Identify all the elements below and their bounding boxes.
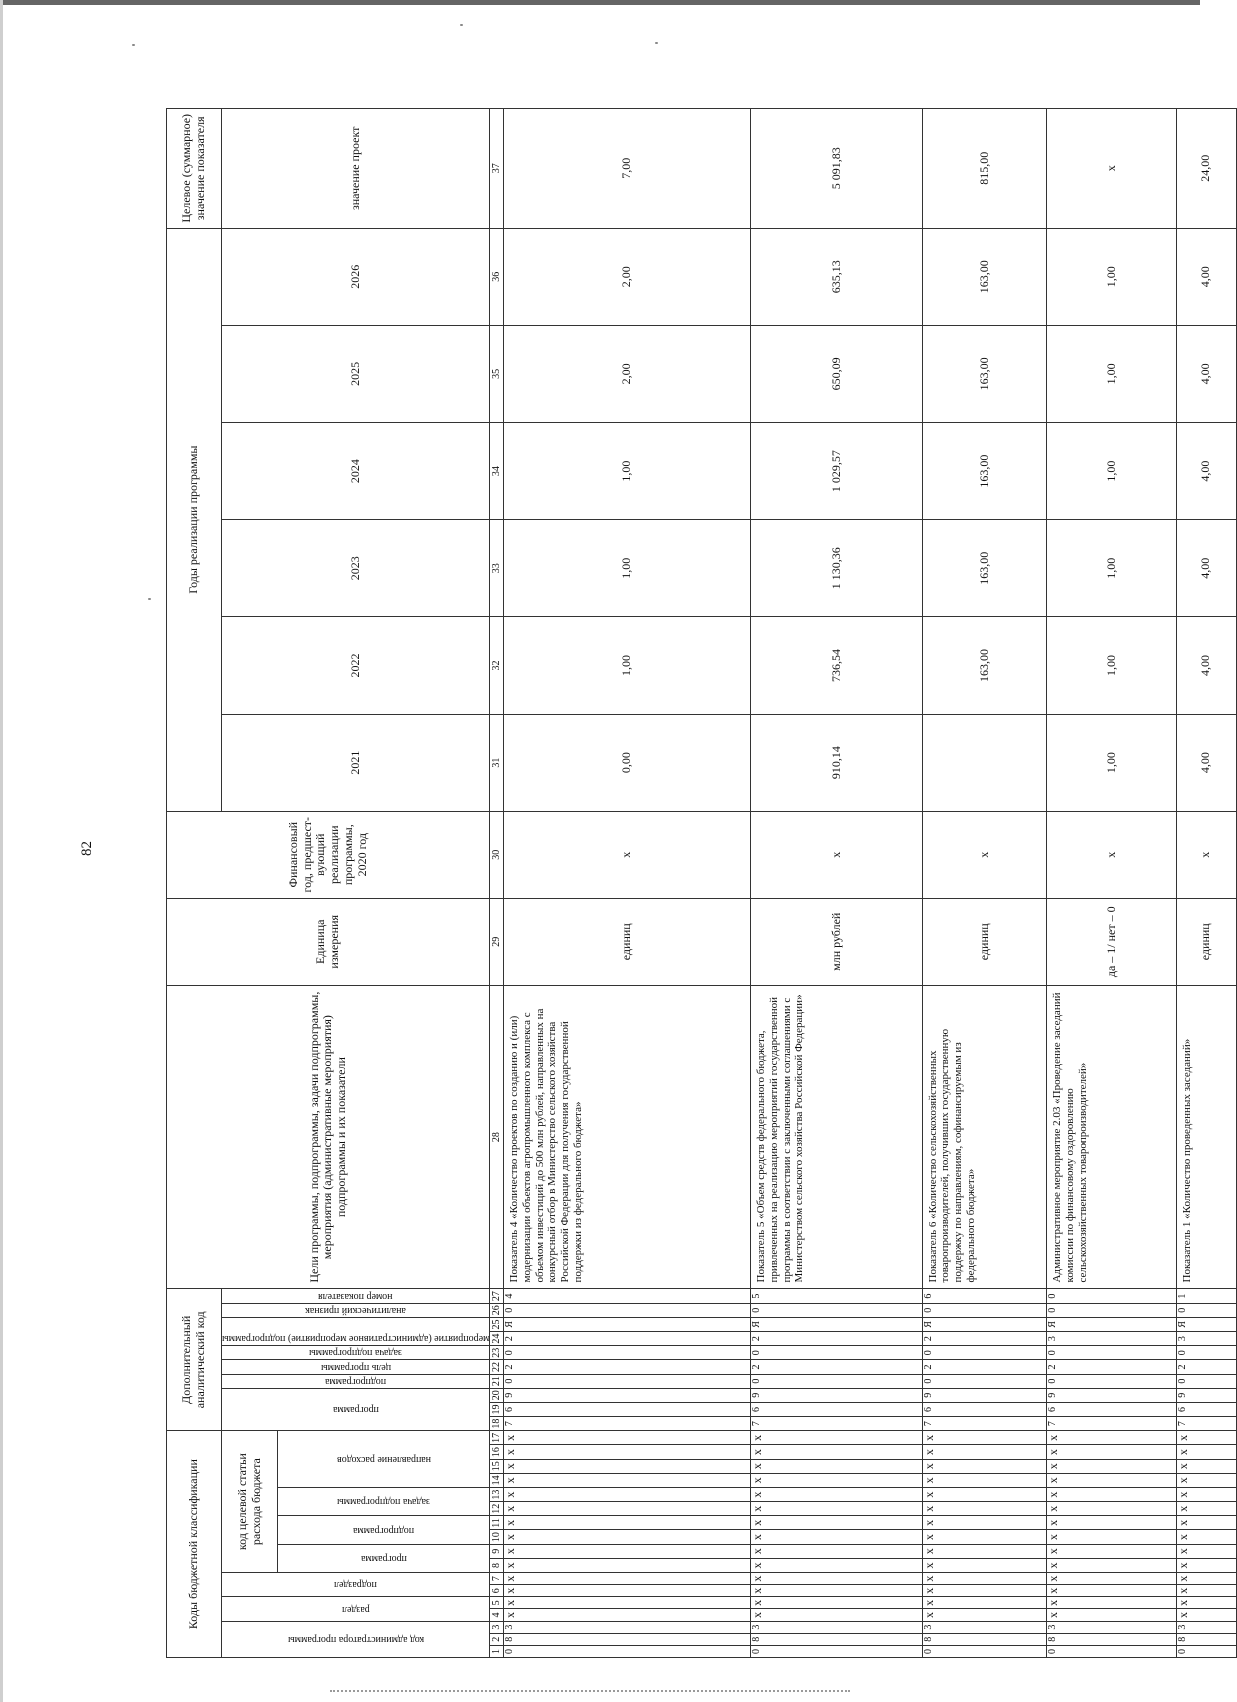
code-cell: 7 — [1176, 1417, 1236, 1431]
table-row — [504, 109, 751, 1658]
column-number: 25 — [490, 1317, 504, 1331]
code-cell: x — [922, 1609, 1047, 1621]
value-2025: 1,00 — [1047, 325, 1176, 422]
code-cell: 2 — [504, 1332, 751, 1346]
table-row — [922, 109, 1047, 1658]
table-row — [1047, 109, 1176, 1658]
value-2022: 1,00 — [504, 617, 751, 714]
code-cell: 2 — [504, 1360, 751, 1374]
column-number: 33 — [490, 520, 504, 617]
column-number: 13 — [490, 1487, 504, 1501]
code-cell: 6 — [751, 1402, 922, 1416]
code-cell: 9 — [1176, 1388, 1236, 1402]
code-cell: 0 — [504, 1303, 751, 1317]
a-goal-header: цель программы — [320, 1361, 391, 1373]
code-cell: 0 — [1176, 1303, 1236, 1317]
value-2022: 736,54 — [751, 617, 922, 714]
scan-left-edge — [0, 0, 3, 1702]
code-cell: x — [751, 1516, 922, 1530]
value-2021: 0,00 — [504, 714, 751, 811]
code-cell: 0 — [751, 1346, 922, 1360]
code-cell: 0 — [504, 1374, 751, 1388]
code-cell: x — [1047, 1431, 1176, 1445]
code-cell: x — [1047, 1609, 1176, 1621]
target-code-header: код целевой статьи расхода бюджета — [222, 1431, 278, 1573]
budget-codes-header: Коды бюджетной классификации — [167, 1431, 222, 1658]
value-2022: 163,00 — [922, 617, 1047, 714]
code-cell: x — [1047, 1597, 1176, 1609]
code-cell: x — [504, 1558, 751, 1572]
code-cell: Я — [922, 1317, 1047, 1331]
code-cell: 0 — [1176, 1346, 1236, 1360]
code-cell: x — [751, 1558, 922, 1572]
code-cell: x — [1047, 1585, 1176, 1597]
code-cell: x — [751, 1609, 922, 1621]
code-cell: x — [1176, 1558, 1236, 1572]
code-cell: 0 — [751, 1645, 922, 1657]
indicator-name: Показатель 4 «Количество проектов по созданию и (или) модернизации объектов агропромышленного комплекса с объемом инвестиций до 500 млн рублей, направленных на конкурсный отбор в Министерство сельского хозяйства Российской Федерации для получения государственной поддержки из федерального бюджета» — [504, 985, 751, 1289]
code-cell: 2 — [751, 1332, 922, 1346]
target-header: Целевое (суммарное) значение показателя — [167, 109, 222, 229]
unit-cell: единиц — [1176, 898, 1236, 985]
code-cell: 6 — [1176, 1402, 1236, 1416]
column-number: 30 — [490, 811, 504, 898]
a-event-header: мероприятие (административное мероприятие) подпрограммы — [222, 1333, 490, 1345]
code-cell: 3 — [922, 1621, 1047, 1633]
code-cell: x — [1176, 1609, 1236, 1621]
column-number: 11 — [490, 1516, 504, 1530]
code-cell: 0 — [1176, 1645, 1236, 1657]
code-cell: x — [1047, 1487, 1176, 1501]
column-number: 31 — [490, 714, 504, 811]
code-cell: x — [1176, 1502, 1236, 1516]
code-cell: 4 — [504, 1289, 751, 1303]
target-value: 7,00 — [504, 109, 751, 229]
code-cell: x — [922, 1544, 1047, 1558]
indicator-name: Показатель 6 «Количество сельскохозяйственных товаропроизводителей, получивших государственную поддержку по направлениям, софинансируемым из федерального бюджета» — [922, 985, 1047, 1289]
code-cell: 6 — [504, 1402, 751, 1416]
scan-speck — [132, 44, 135, 46]
admin-code-header: код администратора программы — [287, 1634, 424, 1646]
column-number: 7 — [490, 1573, 504, 1585]
target-value: 5 091,83 — [751, 109, 922, 229]
code-cell: 0 — [1047, 1289, 1176, 1303]
table-body — [504, 109, 1236, 1658]
code-cell: x — [1047, 1502, 1176, 1516]
column-number: 10 — [490, 1530, 504, 1544]
value-2023: 1,00 — [1047, 520, 1176, 617]
column-number: 22 — [490, 1360, 504, 1374]
code-cell: 3 — [504, 1621, 751, 1633]
analytic-code-header: Дополнительный аналитический код — [167, 1289, 222, 1431]
code-cell: 2 — [1047, 1360, 1176, 1374]
value-2025: 650,09 — [751, 325, 922, 422]
indicator-name: Административное мероприятие 2.03 «Проведение заседаний комиссии по финансовому оздоровлению сельскохозяйственных товаропроизводителей» — [1047, 985, 1176, 1289]
code-cell: x — [504, 1585, 751, 1597]
column-number: 20 — [490, 1388, 504, 1402]
code-cell: x — [1176, 1573, 1236, 1585]
target-sub-header: значение проект — [222, 109, 490, 229]
column-number: 4 — [490, 1609, 504, 1621]
value-2026: 1,00 — [1047, 228, 1176, 325]
a-subprogram-header: подпрограмма — [325, 1375, 387, 1387]
code-cell: 0 — [1047, 1303, 1176, 1317]
year-2025-header: 2025 — [222, 325, 490, 422]
code-cell: 8 — [922, 1633, 1047, 1645]
code-cell: 6 — [922, 1289, 1047, 1303]
code-cell: 7 — [504, 1417, 751, 1431]
value-2021: 910,14 — [751, 714, 922, 811]
year-2023-header: 2023 — [222, 520, 490, 617]
fin-year-cell: x — [1047, 811, 1176, 898]
code-cell: x — [922, 1487, 1047, 1501]
code-cell: x — [1176, 1530, 1236, 1544]
code-cell: x — [751, 1445, 922, 1459]
column-number: 24 — [490, 1332, 504, 1346]
column-number: 3 — [490, 1621, 504, 1633]
column-number: 14 — [490, 1473, 504, 1487]
years-header: Годы реализации программы — [167, 228, 222, 811]
code-cell: x — [504, 1544, 751, 1558]
value-2023: 1 130,36 — [751, 520, 922, 617]
column-number: 15 — [490, 1459, 504, 1473]
code-cell: x — [504, 1445, 751, 1459]
code-cell: 2 — [1176, 1360, 1236, 1374]
a-indicator-header: номер показателя — [318, 1290, 393, 1302]
code-cell: x — [1176, 1445, 1236, 1459]
code-cell: x — [922, 1473, 1047, 1487]
column-number: 37 — [490, 109, 504, 229]
column-number: 23 — [490, 1346, 504, 1360]
goals-header: Цели программы, подпрограммы, задачи подпрограммы, мероприятия (административные мероприятия) подпрограммы и их показатели — [167, 985, 490, 1289]
value-2024: 1,00 — [1047, 423, 1176, 520]
unit-cell: млн рублей — [751, 898, 922, 985]
direction-header: направление расходов — [336, 1453, 431, 1465]
scan-speck — [148, 598, 151, 600]
scan-speck — [460, 24, 463, 26]
indicator-name: Показатель 5 «Объем средств федерального бюджета, привлеченных на реализацию мероприятий государственной программы в соответствии с заключенными соглашениями с Министерством сельского хозяйства Российской Федерации» — [751, 985, 922, 1289]
code-cell: x — [504, 1431, 751, 1445]
fin-year-cell: x — [1176, 811, 1236, 898]
code-cell: x — [1176, 1585, 1236, 1597]
code-cell: x — [751, 1585, 922, 1597]
code-cell: x — [751, 1431, 922, 1445]
code-cell: 1 — [1176, 1289, 1236, 1303]
code-cell: Я — [1176, 1317, 1236, 1331]
column-numbers-row — [490, 109, 504, 1658]
a-task-header: задача подпрограммы — [309, 1347, 403, 1359]
column-number: 34 — [490, 423, 504, 520]
code-cell: x — [751, 1459, 922, 1473]
code-cell: x — [1176, 1459, 1236, 1473]
code-cell: 7 — [751, 1417, 922, 1431]
code-cell: x — [504, 1487, 751, 1501]
column-number: 26 — [490, 1303, 504, 1317]
column-number: 5 — [490, 1597, 504, 1609]
code-cell: 5 — [751, 1289, 922, 1303]
code-cell: 0 — [504, 1346, 751, 1360]
value-2022: 1,00 — [1047, 617, 1176, 714]
code-cell: 8 — [1176, 1633, 1236, 1645]
code-cell: x — [1176, 1431, 1236, 1445]
code-cell: 0 — [1047, 1346, 1176, 1360]
code-cell: x — [1047, 1516, 1176, 1530]
code-cell: 2 — [922, 1360, 1047, 1374]
code-cell: 6 — [922, 1402, 1047, 1416]
code-cell: x — [1176, 1597, 1236, 1609]
column-number: 27 — [490, 1289, 504, 1303]
code-cell: x — [922, 1431, 1047, 1445]
code-cell: 0 — [1047, 1374, 1176, 1388]
code-cell: x — [922, 1597, 1047, 1609]
code-cell: 0 — [751, 1374, 922, 1388]
code-cell: x — [922, 1573, 1047, 1585]
column-number: 28 — [490, 985, 504, 1289]
indicator-name: Показатель 1 «Количество проведенных заседаний» — [1176, 985, 1236, 1289]
header-row-1 — [167, 109, 222, 1658]
code-cell: 0 — [922, 1374, 1047, 1388]
code-cell: 0 — [1047, 1645, 1176, 1657]
code-cell: 0 — [922, 1303, 1047, 1317]
page-number: 82 — [79, 841, 95, 856]
code-cell: 3 — [1176, 1621, 1236, 1633]
column-number: 36 — [490, 228, 504, 325]
value-2021: 1,00 — [1047, 714, 1176, 811]
code-cell: 9 — [504, 1388, 751, 1402]
value-2025: 4,00 — [1176, 325, 1236, 422]
column-number: 8 — [490, 1558, 504, 1572]
code-cell: 9 — [751, 1388, 922, 1402]
column-number: 29 — [490, 898, 504, 985]
code-cell: x — [1047, 1558, 1176, 1572]
value-2024: 1 029,57 — [751, 423, 922, 520]
column-number: 2 — [490, 1633, 504, 1645]
code-cell: 0 — [751, 1303, 922, 1317]
column-number: 12 — [490, 1502, 504, 1516]
rotated-table — [166, 108, 1213, 1658]
column-number: 19 — [490, 1402, 504, 1416]
value-2024: 1,00 — [504, 423, 751, 520]
code-cell: x — [1176, 1487, 1236, 1501]
code-cell: 3 — [1047, 1332, 1176, 1346]
column-number: 9 — [490, 1544, 504, 1558]
program-code-header: программа — [360, 1553, 407, 1565]
table-row — [751, 109, 922, 1658]
table-frame — [166, 108, 1213, 1658]
code-cell: 9 — [1047, 1388, 1176, 1402]
code-cell: Я — [1047, 1317, 1176, 1331]
table-row — [1176, 109, 1236, 1658]
code-cell: x — [922, 1530, 1047, 1544]
scan-speck — [655, 42, 658, 44]
column-number: 32 — [490, 617, 504, 714]
code-cell: 3 — [1176, 1332, 1236, 1346]
code-cell: x — [922, 1516, 1047, 1530]
code-cell: 6 — [1047, 1402, 1176, 1416]
year-2026-header: 2026 — [222, 228, 490, 325]
year-2021-header: 2021 — [222, 714, 490, 811]
scan-bottom-edge — [330, 1690, 850, 1695]
column-number: 17 — [490, 1431, 504, 1445]
code-cell: x — [1047, 1473, 1176, 1487]
unit-cell: единиц — [504, 898, 751, 985]
column-number: 18 — [490, 1417, 504, 1431]
code-cell: 0 — [922, 1645, 1047, 1657]
unit-cell: да – 1/ нет – 0 — [1047, 898, 1176, 985]
code-cell: x — [1176, 1544, 1236, 1558]
fin-year-cell: x — [751, 811, 922, 898]
code-cell: 0 — [504, 1645, 751, 1657]
code-cell: x — [1047, 1445, 1176, 1459]
code-cell: 0 — [1176, 1374, 1236, 1388]
unit-cell: единиц — [922, 898, 1047, 985]
code-cell: 7 — [1047, 1417, 1176, 1431]
code-cell: x — [751, 1573, 922, 1585]
column-number: 35 — [490, 325, 504, 422]
code-cell: x — [751, 1597, 922, 1609]
code-cell: 8 — [751, 1633, 922, 1645]
section-header: раздел — [341, 1603, 370, 1615]
code-cell: x — [922, 1445, 1047, 1459]
value-2025: 163,00 — [922, 325, 1047, 422]
year-2022-header: 2022 — [222, 617, 490, 714]
value-2025: 2,00 — [504, 325, 751, 422]
value-2021: 4,00 — [1176, 714, 1236, 811]
target-value: 24,00 — [1176, 109, 1236, 229]
code-cell: x — [1176, 1516, 1236, 1530]
code-cell: 3 — [751, 1621, 922, 1633]
code-cell: 8 — [504, 1633, 751, 1645]
value-2023: 1,00 — [504, 520, 751, 617]
value-2023: 4,00 — [1176, 520, 1236, 617]
fin-year-cell: x — [504, 811, 751, 898]
year-2024-header: 2024 — [222, 423, 490, 520]
code-cell: 0 — [922, 1346, 1047, 1360]
code-cell: 2 — [922, 1332, 1047, 1346]
code-cell: x — [504, 1473, 751, 1487]
code-cell: 7 — [922, 1417, 1047, 1431]
code-cell: x — [504, 1573, 751, 1585]
code-cell: 2 — [751, 1360, 922, 1374]
code-cell: x — [1047, 1573, 1176, 1585]
a-sign-header: аналитический признак — [305, 1304, 407, 1316]
subprogram-code-header: подпрограмма — [353, 1524, 415, 1536]
code-cell: x — [504, 1516, 751, 1530]
target-value: 815,00 — [922, 109, 1047, 229]
code-cell: 9 — [922, 1388, 1047, 1402]
scan-top-edge — [0, 0, 1200, 5]
fin-year-header: Финансовый год, предшест-вующий реализации программы, 2020 год — [167, 811, 490, 898]
code-cell: x — [922, 1459, 1047, 1473]
code-cell: x — [922, 1558, 1047, 1572]
code-cell: Я — [751, 1317, 922, 1331]
subprogram-task-header: задача подпрограммы — [337, 1496, 431, 1508]
value-2024: 163,00 — [922, 423, 1047, 520]
code-cell: x — [1176, 1473, 1236, 1487]
code-cell: x — [751, 1473, 922, 1487]
fin-year-cell: x — [922, 811, 1047, 898]
code-cell: x — [922, 1502, 1047, 1516]
unit-header: Единица измерения — [167, 898, 490, 985]
value-2026: 163,00 — [922, 228, 1047, 325]
code-cell: x — [1047, 1544, 1176, 1558]
value-2023: 163,00 — [922, 520, 1047, 617]
code-cell: x — [1047, 1459, 1176, 1473]
column-number: 1 — [490, 1645, 504, 1657]
code-cell: x — [504, 1609, 751, 1621]
value-2026: 635,13 — [751, 228, 922, 325]
program-indicators-table — [166, 108, 1237, 1658]
code-cell: x — [751, 1487, 922, 1501]
code-cell: x — [504, 1597, 751, 1609]
code-cell: x — [504, 1530, 751, 1544]
code-cell: x — [504, 1459, 751, 1473]
column-number: 6 — [490, 1585, 504, 1597]
code-cell: x — [1047, 1530, 1176, 1544]
value-2026: 4,00 — [1176, 228, 1236, 325]
code-cell: x — [751, 1530, 922, 1544]
code-cell: x — [751, 1502, 922, 1516]
target-value: x — [1047, 109, 1176, 229]
code-cell: x — [751, 1544, 922, 1558]
code-cell: Я — [504, 1317, 751, 1331]
value-2026: 2,00 — [504, 228, 751, 325]
value-2021 — [922, 714, 1047, 811]
column-number: 21 — [490, 1374, 504, 1388]
code-cell: 8 — [1047, 1633, 1176, 1645]
code-cell: x — [922, 1585, 1047, 1597]
value-2024: 4,00 — [1176, 423, 1236, 520]
subsection-header: подраздел — [334, 1579, 378, 1591]
code-cell: x — [504, 1502, 751, 1516]
value-2022: 4,00 — [1176, 617, 1236, 714]
column-number: 16 — [490, 1445, 504, 1459]
a-program-header: программа — [332, 1404, 379, 1416]
code-cell: 3 — [1047, 1621, 1176, 1633]
